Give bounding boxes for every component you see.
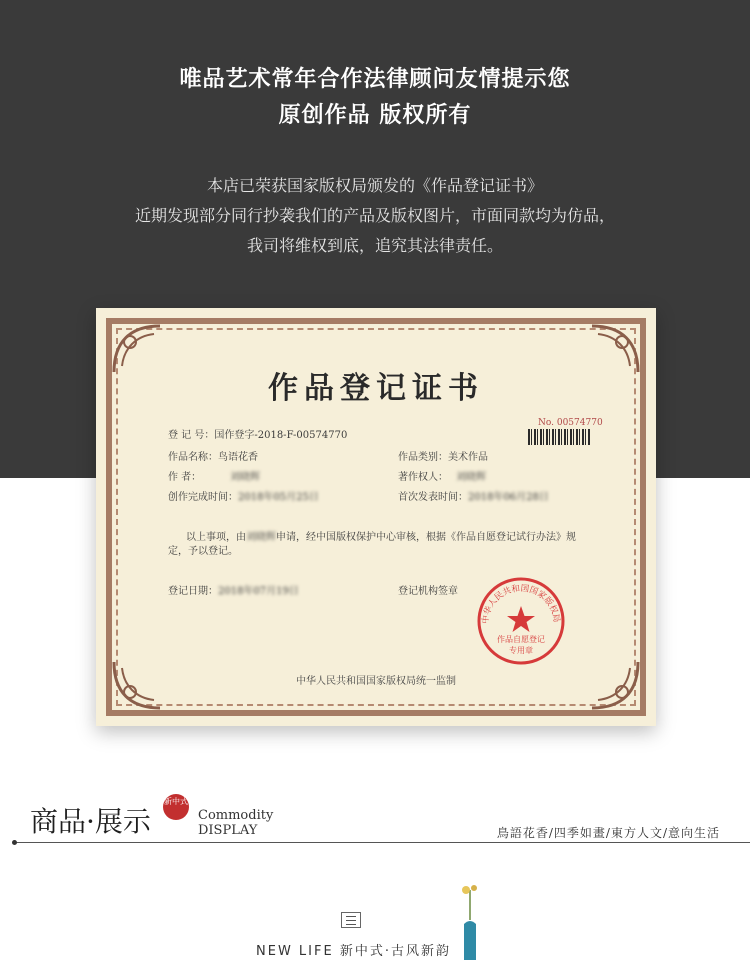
vase-flower-icon (448, 880, 492, 960)
body-prefix: 以上事项，由 (186, 532, 246, 543)
headline-2: 原创作品 版权所有 (278, 103, 472, 128)
display-title-cn: 商品·展示 (30, 805, 151, 838)
registration-date-label: 登记日期： (168, 586, 218, 597)
work-name: 作品名称：鸟语花香 (168, 452, 258, 463)
display-tagline: 鳥語花香/四季如畫/東方人文/意向生活 (496, 826, 720, 840)
style-badge: 新中式 (163, 794, 189, 820)
owner-label: 著作权人： (398, 472, 448, 483)
publish-date-label: 首次发表时间： (398, 492, 468, 503)
registration-number: 登 记 号：国作登字-2018-F-00574770 (168, 430, 348, 441)
owner-value: 刘晓辉 (456, 472, 486, 483)
commodity-display-header (0, 790, 750, 860)
author-label: 作 者： (168, 472, 202, 483)
registration-date-value: 2018年07月19日 (218, 586, 299, 597)
divider-dot (12, 840, 17, 845)
finish-date-label: 创作完成时间： (168, 492, 238, 503)
certificate (96, 308, 656, 726)
intro-line-2: 近期发现部分同行抄袭我们的产品及版权图片，市面同款均为仿品， (134, 206, 615, 225)
seal-label: 登记机构签章 (398, 586, 458, 597)
barcode-icon (528, 429, 590, 445)
certificate-number: No. 00574770 (538, 418, 603, 428)
svg-text:中华人民共和国国家版权局: 中华人民共和国国家版权局 (480, 583, 562, 625)
body-line-1 (186, 528, 576, 543)
display-en-line-2: DISPLAY (198, 823, 258, 838)
author-value: 刘晓辉 (230, 472, 260, 483)
menu-icon (341, 912, 361, 928)
body-suffix: 申请，经中国版权保护中心审核，根据《作品自愿登记试行办法》规 (276, 532, 576, 543)
intro-line-3: 我司将维权到底，追究其法律责任。 (246, 236, 503, 255)
applicant-value: 刘晓辉 (246, 532, 276, 543)
headline-1: 唯品艺术常年合作法律顾问友情提示您 (179, 67, 571, 92)
publish-date-value: 2018年06月28日 (468, 492, 549, 503)
work-category: 作品类别：美术作品 (398, 452, 488, 463)
finish-date-value: 2018年05月25日 (238, 492, 319, 503)
display-en-line-1: Commodity (198, 808, 274, 823)
display-title-en (198, 808, 273, 838)
certificate-footer: 中华人民共和国国家版权局统一监制 (296, 676, 456, 687)
svg-text:专用章: 专用章 (509, 646, 533, 655)
certificate-title: 作品登记证书 (268, 371, 484, 406)
intro-line-1: 本店已荣获国家版权局颁发的《作品登记证书》 (206, 176, 543, 195)
divider (14, 842, 750, 843)
bottom-tagline: NEW LIFE 新中式·古风新韵 (256, 944, 451, 959)
official-stamp-icon (476, 576, 566, 666)
body-line-2: 定，予以登记。 (168, 546, 238, 557)
svg-text:作品自愿登记: 作品自愿登记 (497, 635, 545, 644)
